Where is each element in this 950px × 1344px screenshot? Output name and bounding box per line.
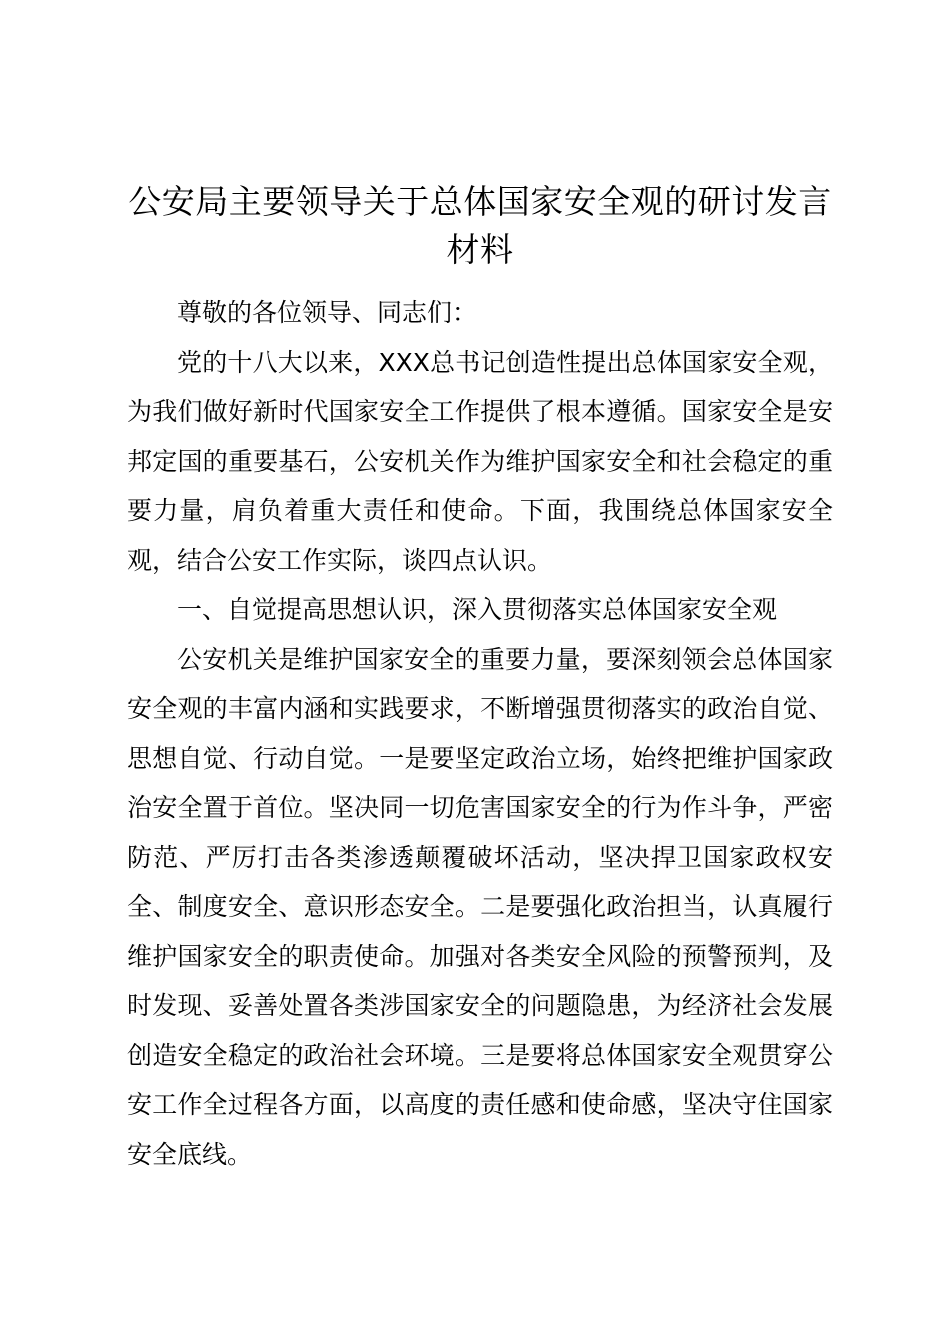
section-heading: 一、自觉提高思想认识，深入贯彻落实总体国家安全观 xyxy=(177,595,778,624)
salutation: 尊敬的各位领导、同志们： xyxy=(177,298,478,327)
document-content xyxy=(127,178,833,1179)
document-title: 公安局主要领导关于总体国家安全观的研讨发言材料 xyxy=(128,182,832,269)
intro-paragraph: 党的十八大以来，XXX总书记创造性提出总体国家安全观，为我们做好新时代国家安全工作提供了根本遵循。国家安全是安邦定国的重要基石，公安机关作为维护国家安全和社会稳定的重要力量，肩负着重大责任和使命。下面，我围绕总体国家安全观，结合公安工作实际，谈四点认识。 xyxy=(127,347,833,575)
document-body xyxy=(127,288,833,1179)
section-paragraph: 公安机关是维护国家安全的重要力量，要深刻领会总体国家安全观的丰富内涵和实践要求，不断增强贯彻落实的政治自觉、思想自觉、行动自觉。一是要坚定政治立场，始终把维护国家政治安全置于首位。坚决同一切危害国家安全的行为作斗争，严密防范、严厉打击各类渗透颠覆破坏活动，坚决捍卫国家政权安全、制度安全、意识形态安全。二是要强化政治担当，认真履行维护国家安全的职责使命。加强对各类安全风险的预警预判，及时发现、妥善处置各类涉国家安全的问题隐患，为经济社会发展创造安全稳定的政治社会环境。三是要将总体国家安全观贯穿公安工作全过程各方面，以高度的责任感和使命感，坚决守住国家安全底线。 xyxy=(127,644,833,1169)
